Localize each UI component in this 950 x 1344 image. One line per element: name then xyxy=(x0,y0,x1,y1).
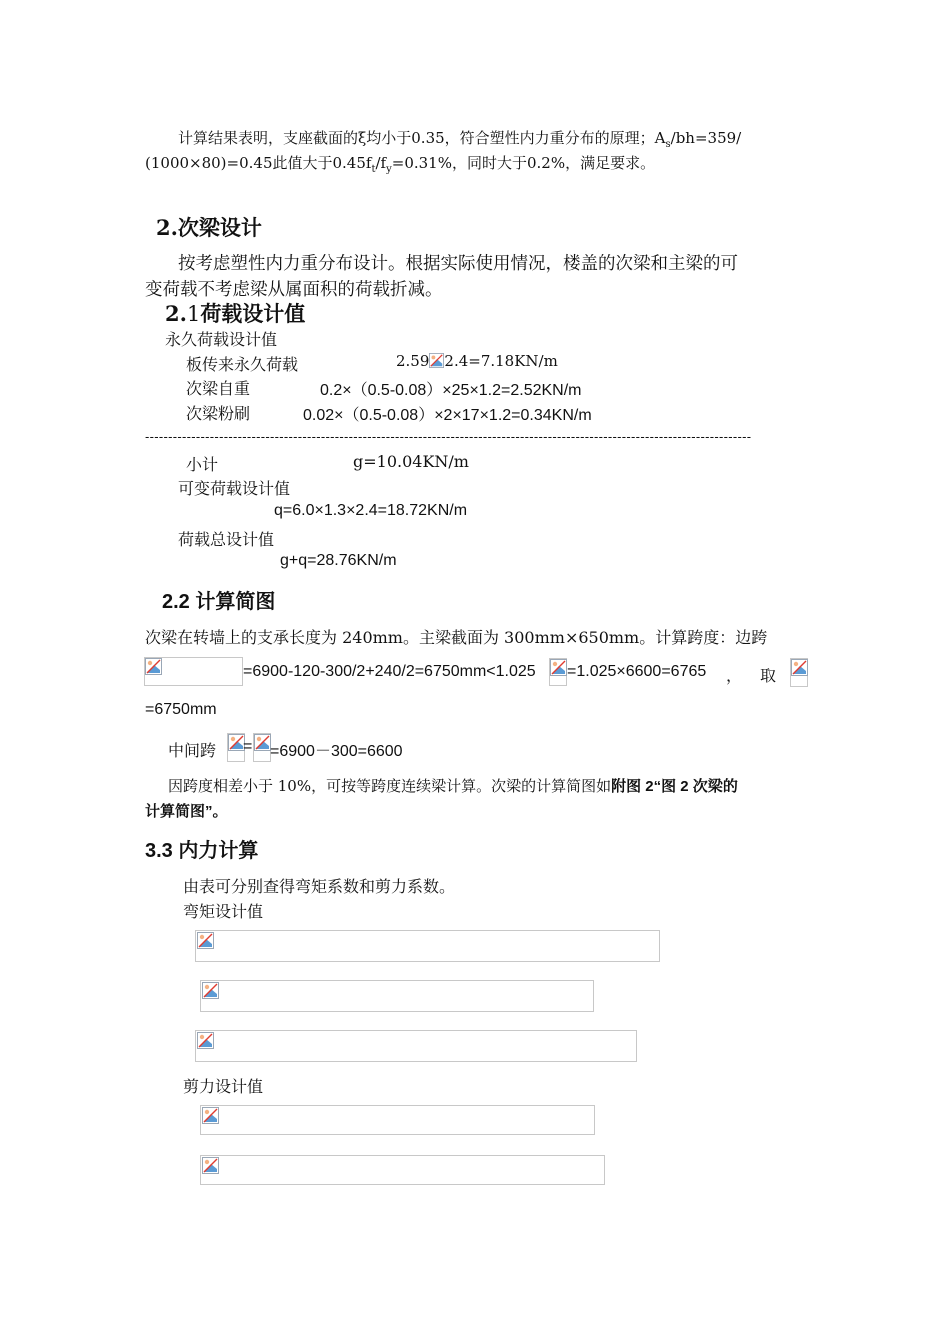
formula-image-frame xyxy=(144,657,243,686)
subscript-t: t xyxy=(371,164,376,175)
subscript-s: s xyxy=(665,139,671,150)
load-row-value-slab xyxy=(396,352,558,370)
comma: ， xyxy=(726,666,743,685)
formula-image-frame xyxy=(549,658,567,686)
conclusion-tail: /bh=359/ xyxy=(670,129,742,147)
figure-reference: 附图 2“图 2 次梁的 xyxy=(611,778,738,795)
load-row-label-self-weight: 次梁自重 xyxy=(186,379,251,398)
subtotal-label: 小计 xyxy=(186,455,219,474)
broken-image-icon xyxy=(202,982,219,999)
broken-image-icon xyxy=(429,353,444,368)
total-load-label: 荷载总设计值 xyxy=(178,530,275,549)
equals-sign: = xyxy=(243,738,253,755)
shear-design-label: 剪力设计值 xyxy=(183,1077,264,1096)
load-row-label-plaster: 次梁粉刷 xyxy=(186,404,251,423)
section-2-1-heading xyxy=(165,298,305,328)
middle-span-label: 中间跨 xyxy=(168,741,217,760)
slab-value-a: 2.59 xyxy=(396,352,430,370)
moment-formula-image xyxy=(200,980,594,1012)
formula-image-frame xyxy=(253,733,271,762)
heading-text: 荷载设计值 xyxy=(200,301,306,326)
edge-span-result: =6750mm xyxy=(145,701,217,718)
section-2-2-heading: 2.2 计算简图 xyxy=(162,591,276,613)
take-label: 取 xyxy=(760,666,777,685)
ratio-text: (1000×80)=0.45此值大于0.45f xyxy=(145,154,372,172)
variable-load-label: 可变荷载设计值 xyxy=(178,479,291,498)
conclusion-text: 计算结果表明，支座截面的ξ均小于0.35，符合塑性内力重分布的原理；A xyxy=(178,129,666,147)
moment-design-label: 弯矩设计值 xyxy=(183,902,264,921)
section-3-3-heading: 3.3 内力计算 xyxy=(145,840,259,862)
heading-number-sub: 1 xyxy=(186,302,201,326)
broken-image-icon xyxy=(145,658,162,675)
subtotal-value: g=10.04KN/m xyxy=(353,452,469,471)
moment-formula-image xyxy=(195,930,660,962)
broken-image-icon xyxy=(197,1032,214,1049)
broken-image-icon xyxy=(197,932,214,949)
permanent-load-label: 永久荷载设计值 xyxy=(165,330,278,349)
total-load-value: g+q=28.76KN/m xyxy=(280,552,397,569)
middle-span-value: =6900－300=6600 xyxy=(270,743,403,760)
span-note-line-2: 计算简图”。 xyxy=(145,803,228,820)
conclusion-line-2 xyxy=(145,152,655,175)
shear-formula-image xyxy=(200,1105,595,1135)
section-2-intro-line-1: 按考虑塑性内力重分布设计。根据实际使用情况，楼盖的次梁和主梁的可 xyxy=(178,254,738,274)
broken-image-icon xyxy=(254,734,271,751)
moment-formula-image xyxy=(195,1030,637,1062)
edge-span-formula: =6900-120-300/2+240/2=6750mm<1.025 xyxy=(243,663,536,680)
slab-value-b: 2.4=7.18KN/m xyxy=(444,352,558,370)
span-note-line-1 xyxy=(168,775,738,796)
edge-span-limit: =1.025×6600=6765 xyxy=(567,663,707,680)
heading-number: 2. xyxy=(165,301,187,326)
span-note-text: 因跨度相差小于 10%，可按等跨度连续梁计算。次梁的计算简图如 xyxy=(168,777,612,795)
span-description-line-1: 次梁在转墙上的支承长度为 240mm。主梁截面为 300mm×650mm。计算跨度：边跨 xyxy=(145,628,768,647)
load-row-label-slab: 板传来永久荷载 xyxy=(186,355,299,374)
section-2-intro-line-2: 变荷载不考虑梁从属面积的荷载折减。 xyxy=(145,280,443,300)
formula-image-frame xyxy=(790,658,808,687)
conclusion-line-1 xyxy=(178,127,741,150)
dashed-separator: ----------------------------------------------------------------------------------------------------------------------------------- xyxy=(145,429,752,443)
broken-image-icon xyxy=(791,659,808,676)
ratio-result: =0.31%，同时大于0.2%，满足要求。 xyxy=(391,154,656,172)
broken-image-icon xyxy=(202,1107,219,1124)
broken-image-icon xyxy=(550,659,567,676)
ratio-slash: /f xyxy=(375,154,387,172)
coefficient-intro: 由表可分别查得弯矩系数和剪力系数。 xyxy=(183,877,456,896)
broken-image-icon xyxy=(202,1157,219,1174)
subscript-y: y xyxy=(386,164,392,175)
section-2-heading: 2.次梁设计 xyxy=(156,215,262,240)
load-row-value-plaster: 0.02×（0.5-0.08）×2×17×1.2=0.34KN/m xyxy=(303,407,592,424)
variable-load-value: q=6.0×1.3×2.4=18.72KN/m xyxy=(274,502,468,519)
shear-formula-image xyxy=(200,1155,605,1185)
load-row-value-self-weight: 0.2×（0.5-0.08）×25×1.2=2.52KN/m xyxy=(320,382,582,399)
